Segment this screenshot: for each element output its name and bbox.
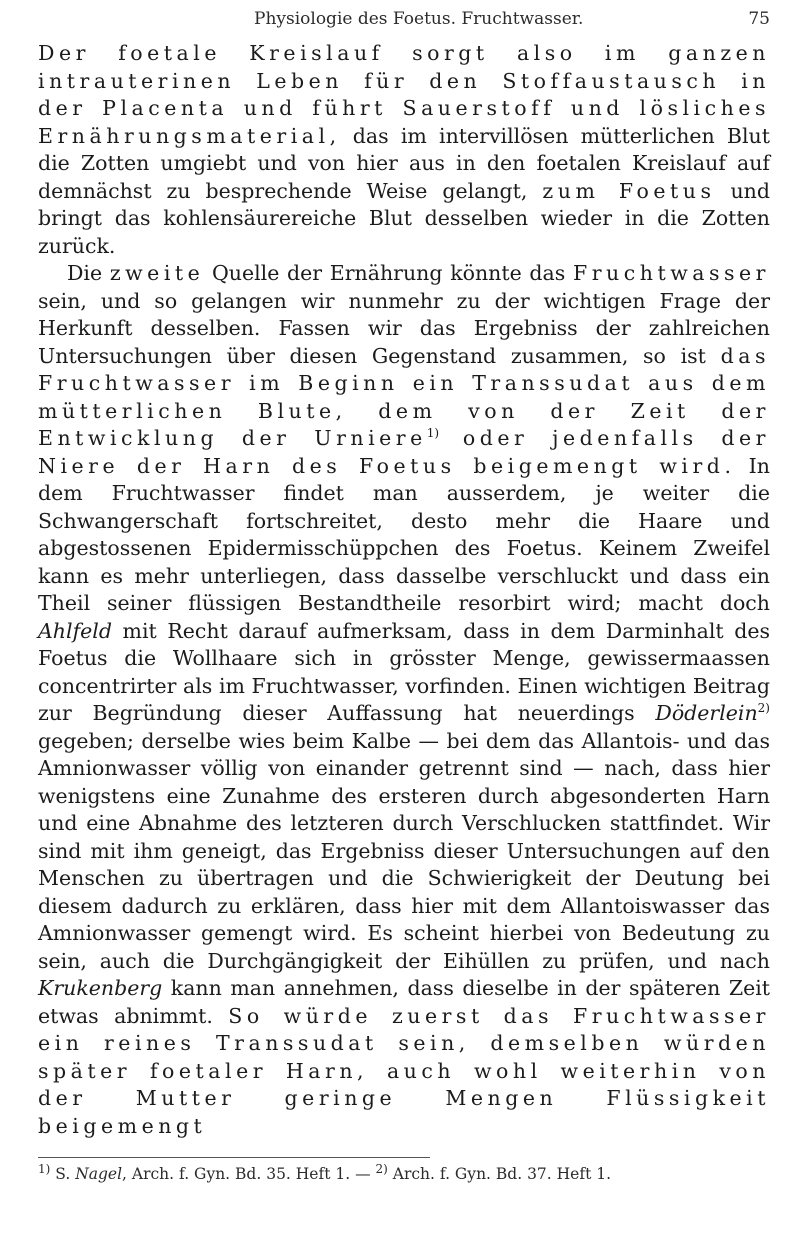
segment: S. [50, 1165, 76, 1183]
segment: zum Foetus [542, 178, 716, 203]
footnotes [38, 1161, 770, 1184]
segment: Arch. f. Gyn. Bd. 37. Heft 1. [387, 1165, 612, 1183]
segment: das im intervillösen mütterlichen Blut die Zotten umgiebt und von hier aus in den foetalen Kreislauf auf demnächst zu besprechende Weise gelangt, [38, 123, 770, 203]
footnote-divider [38, 1157, 430, 1158]
segment: sein, und so gelangen wir nunmehr zu der wichtigen Frage der Herkunft desselben. Fassen wir das Ergebniss der zahlreichen Untersuchungen über diesen Gegenstand zusammen, so ist [38, 288, 770, 368]
paragraph-2 [38, 260, 770, 1140]
segment: das Fruchtwasser im Beginn ein Transsudat aus dem mütterlichen Blute, dem von der Zeit der Entwicklung der Urniere [38, 343, 770, 450]
segment: In dem Fruchtwasser findet man ausserdem, je weiter die Schwangerschaft fortschreitet, desto mehr die Haare und abgestossenen Epidermisschüppchen des Foetus. Keinem Zweifel kann es mehr unterliegen, dass dasselbe verschluckt und dass ein Theil seiner flüssigen Bestandtheile resorbirt wird; macht doch [38, 453, 770, 615]
footnote-marker: 1) [38, 1161, 51, 1176]
segment: Der foetale Kreislauf sorgt also im ganzen intrauterinen Leben für den Stoffaustausch in der Placenta und führt Sauerstoff und lösliches Ernährungsmaterial, [38, 41, 770, 148]
footnote-marker: 2) [375, 1161, 388, 1176]
segment: mit Recht darauf aufmerksam, dass in dem Darminhalt des Foetus die Wollhaare sich in grösster Menge, gewissermaassen concentrirter als im Fruchtwasser, vorfinden. Einen wichtigen Beitrag zur Begründung dieser Auffassung hat neuerdings [38, 618, 770, 725]
segment: zweite [109, 261, 205, 285]
author-name: Krukenberg [38, 976, 163, 1000]
segment: Fruchtwasser [572, 261, 770, 285]
author-name: Ahlfeld [38, 618, 112, 643]
segment: gegeben; derselbe wies beim Kalbe — bei dem das Allantois- und das Amnionwasser völlig von einander getrennt sind — nach, dass hier wenigstens eine Zunahme des ersteren durch abgesonderten Harn und eine Abnahme des letzteren durch Verschlucken stattfindet. Wir sind mit ihm geneigt, das Ergebniss dieser Untersuchungen auf den Menschen zu übertragen und die Schwierigkeit der Deutung bei diesem dadurch zu erklären, dass hier mit dem Allantoiswasser das Amnionwasser gemengt wird. Es scheint hierbei von Bedeutung zu sein, auch die Durchgängigkeit der Eihüllen zu prüfen, und nach [38, 728, 770, 973]
segment: , Arch. f. Gyn. Bd. 35. Heft 1. — [122, 1165, 376, 1183]
paragraph-1 [38, 40, 770, 260]
author-name: Nagel [75, 1165, 123, 1183]
running-header [254, 8, 770, 30]
segment: oder jedenfalls der Niere der Harn des Foetus beigemengt wird. [38, 426, 770, 478]
segment: Die [67, 261, 110, 285]
segment: kann man annehmen, dass dieselbe in der späteren Zeit etwas abnimmt. [38, 976, 770, 1028]
segment: und bringt das kohlensäurereiche Blut desselben wieder in die Zotten zurück. [38, 178, 770, 258]
segment: So würde zuerst das Fruchtwasser ein reines Transsudat sein, demselben würden später foetaler Harn, auch wohl weiterhin von der Mutter geringe Mengen Flüssigkeit beigemengt [38, 1003, 770, 1138]
body-text [38, 40, 770, 1140]
page-number: 75 [748, 9, 770, 29]
running-title: Physiologie des Foetus. Fruchtwasser. [254, 9, 584, 29]
author-name: Döderlein [655, 701, 758, 725]
footnote-ref: 1) [426, 426, 440, 441]
footnote-ref: 2) [757, 701, 770, 716]
segment: Quelle der Ernährung könnte das [204, 261, 573, 285]
